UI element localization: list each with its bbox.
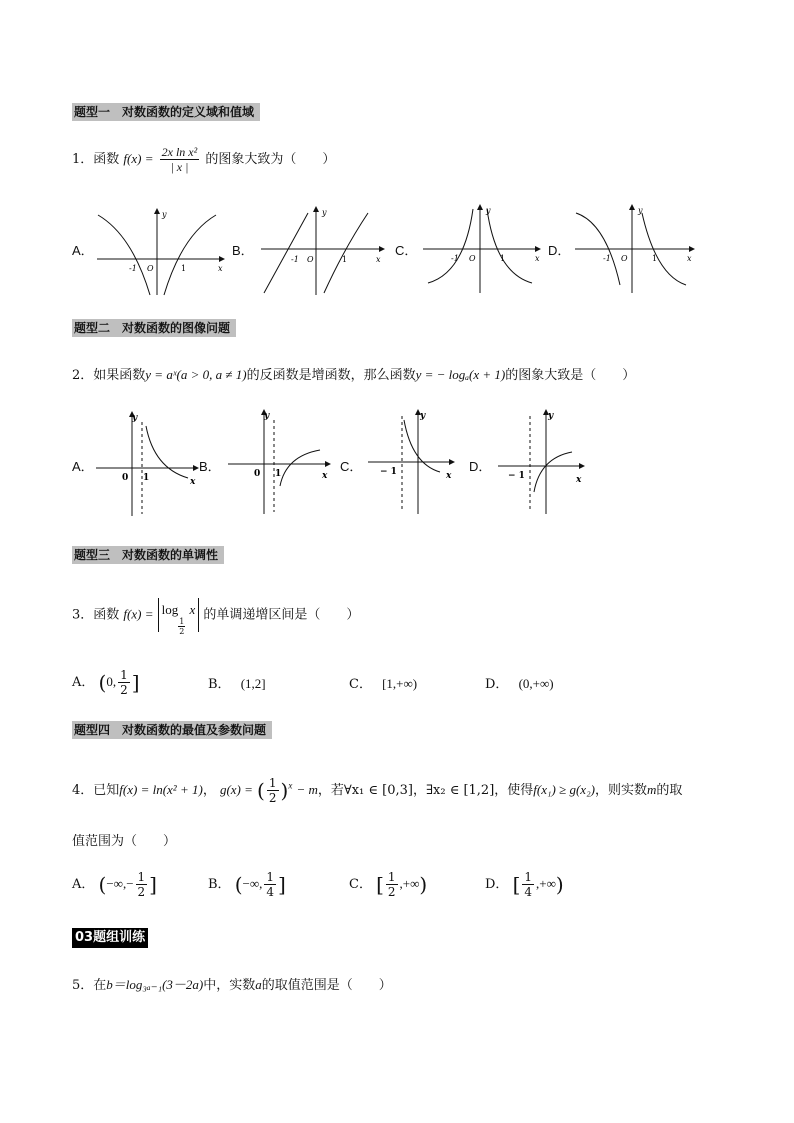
question-1-prefix: 1．函数 (72, 152, 120, 167)
svg-text:− 1: − 1 (380, 467, 397, 477)
question-3-func: f(x) = (123, 606, 154, 622)
q4-option-a-label: A． (72, 877, 95, 892)
question-5-prefix: 5．在 (72, 978, 107, 993)
svg-text:y: y (264, 411, 270, 421)
svg-text:x: x (535, 254, 540, 263)
q3-option-a-label: A． (72, 675, 95, 690)
q4-option-c[interactable]: C． [ $\frac{1}{2}$ ,+∞) (349, 870, 428, 899)
question-4-tail: ，则实数 (594, 783, 647, 798)
q3-option-d[interactable] (485, 673, 554, 692)
svg-text:x: x (190, 477, 196, 487)
svg-text:1: 1 (342, 255, 348, 264)
question-4-m: m (646, 782, 657, 797)
svg-text:1: 1 (500, 254, 506, 263)
section-heading-1: 题型一 对数函数的定义域和值域 (72, 103, 260, 121)
question-1-fraction (160, 145, 200, 174)
group-practice-number: 03 (75, 930, 94, 945)
question-4-condition: ，若∀x₁ ∈ [0,3]，∃x₂ ∈ [1,2]，使得 (317, 783, 534, 798)
question-2-middle: 的反函数是增函数，那么函数 (246, 368, 416, 383)
svg-text:-1: -1 (291, 255, 299, 264)
question-1-denominator: | x | (170, 160, 189, 174)
q1-graph-d (570, 203, 700, 299)
q3-option-c-text: [1,+∞) (382, 676, 418, 691)
question-4: 4．已知f(x) = ln(x² + 1)， g(x) = ( $\frac{1}{2}$ )$^x$ − m，若∀x₁ ∈ [0,3]，∃x₂ ∈ [1,2]，使得f(x₁) ≥ g(x₂)，则实数m的取 (72, 776, 683, 805)
svg-text:x: x (322, 471, 328, 481)
svg-text:-1: -1 (129, 264, 137, 273)
section-heading-4: 题型四 对数函数的最值及参数问题 (72, 721, 272, 739)
svg-text:y: y (162, 210, 167, 219)
question-5 (72, 974, 392, 993)
svg-text:1: 1 (181, 264, 187, 273)
svg-text:-1: -1 (603, 254, 611, 263)
q2-graph-b (226, 406, 336, 520)
group-practice-heading (72, 928, 148, 948)
q1-option-b-label: B． (232, 243, 254, 258)
question-1 (72, 145, 335, 174)
q2-graph-d (496, 406, 596, 520)
question-2-function-1: y = aˣ(a > 0, a ≠ 1) (145, 367, 247, 382)
question-1-numerator: 2x ln x² (161, 145, 198, 159)
svg-text:-1: -1 (451, 254, 459, 263)
svg-text:1: 1 (652, 254, 658, 263)
question-5-expression: b＝log₃ₐ₋₁(3－2a) (106, 977, 204, 992)
q3-option-c[interactable] (349, 673, 417, 692)
q4-option-c-label: C． (349, 877, 372, 892)
group-practice-title: 题组训练 (93, 930, 146, 945)
q2-graph-c (366, 406, 466, 520)
svg-text:y: y (548, 411, 554, 421)
q2-option-c-label: C． (340, 459, 363, 474)
question-2 (72, 364, 635, 383)
question-4-inequality: f(x₁) ≥ g(x₂) (533, 782, 595, 797)
svg-text:1: 1 (143, 473, 150, 483)
question-2-function-2: y = − logₐ(x + 1) (415, 367, 506, 382)
q2-option-b-label: B． (199, 459, 221, 474)
svg-text:O: O (621, 254, 628, 263)
question-5-middle: 中，实数 (203, 978, 256, 993)
question-4-f: f(x) = ln(x² + 1) (119, 782, 203, 797)
svg-text:y: y (420, 411, 426, 421)
question-3-prefix: 3．函数 (72, 607, 120, 623)
q4-option-d-label: D． (485, 877, 509, 892)
q2-option-a-label: A． (72, 459, 94, 474)
q1-option-c-label: C． (395, 243, 418, 258)
q3-option-b-label: B． (208, 677, 231, 692)
question-5-suffix: 的取值范围是（ ） (261, 978, 392, 993)
q1-option-a-label: A． (72, 243, 94, 258)
q4-option-b[interactable]: B． (−∞, $\frac{1}{4}$ ] (208, 870, 286, 899)
question-4-g-tail: − m (296, 782, 318, 797)
svg-text:y: y (638, 206, 643, 215)
q1-graph-c (418, 203, 548, 299)
q2-option-d-label: D． (469, 459, 492, 474)
q4-option-a[interactable]: A． (−∞,− $\frac{1}{2}$ ] (72, 870, 157, 899)
svg-text:0: 0 (122, 473, 129, 483)
svg-text:x: x (446, 471, 452, 481)
svg-text:0: 0 (254, 469, 261, 479)
svg-text:y: y (322, 208, 327, 217)
q4-option-d[interactable]: D． [ $\frac{1}{4}$ ,+∞) (485, 870, 564, 899)
question-4-tail-2: 的取 (656, 783, 683, 798)
q3-option-b-text: (1,2] (240, 676, 266, 691)
question-1-func: f(x) = (123, 151, 154, 166)
question-3-base-den: 2 (179, 627, 185, 636)
section-heading-3: 题型三 对数函数的单调性 (72, 546, 224, 564)
q3-option-a[interactable]: A． (0, $\frac{1}{2}$ ] (72, 668, 140, 697)
question-4-line-2: 值范围为（ ） (72, 834, 177, 849)
question-3-abs: log $\frac{1}{2}$ x (158, 598, 200, 632)
svg-text:O: O (307, 255, 314, 264)
svg-text:y: y (486, 206, 491, 215)
svg-text:x: x (687, 254, 692, 263)
q1-graph-b (256, 205, 386, 301)
q4-option-b-label: B． (208, 877, 231, 892)
svg-text:x: x (218, 264, 223, 273)
q3-option-d-text: (0,+∞) (518, 676, 554, 691)
svg-text:O: O (469, 254, 476, 263)
question-3-suffix: 的单调递增区间是（ ） (203, 607, 360, 623)
svg-text:− 1: − 1 (508, 471, 525, 481)
question-4-g: g(x) = (219, 782, 253, 797)
question-4-prefix: 4．已知 (72, 783, 120, 798)
question-3-base-num: 1 (179, 617, 185, 626)
q3-option-c-label: C． (349, 677, 372, 692)
svg-text:O: O (147, 264, 154, 273)
question-2-suffix: 的图象大致是（ ） (505, 368, 636, 383)
question-3-log-base (178, 617, 185, 636)
svg-text:x: x (376, 255, 381, 264)
question-1-suffix: 的图象大致为（ ） (205, 152, 336, 167)
section-heading-2: 题型二 对数函数的图像问题 (72, 319, 236, 337)
question-5-variable: a (255, 977, 262, 992)
svg-text:y: y (132, 413, 138, 423)
q1-option-d-label: D． (548, 243, 571, 258)
question-3 (72, 598, 360, 636)
question-2-prefix: 2．如果函数 (72, 368, 146, 383)
q2-graph-a (94, 408, 204, 522)
q3-option-b[interactable] (208, 673, 266, 692)
q1-graph-a (92, 205, 232, 301)
q3-option-d-label: D． (485, 677, 509, 692)
svg-text:1: 1 (275, 469, 282, 479)
svg-text:x: x (576, 475, 582, 485)
